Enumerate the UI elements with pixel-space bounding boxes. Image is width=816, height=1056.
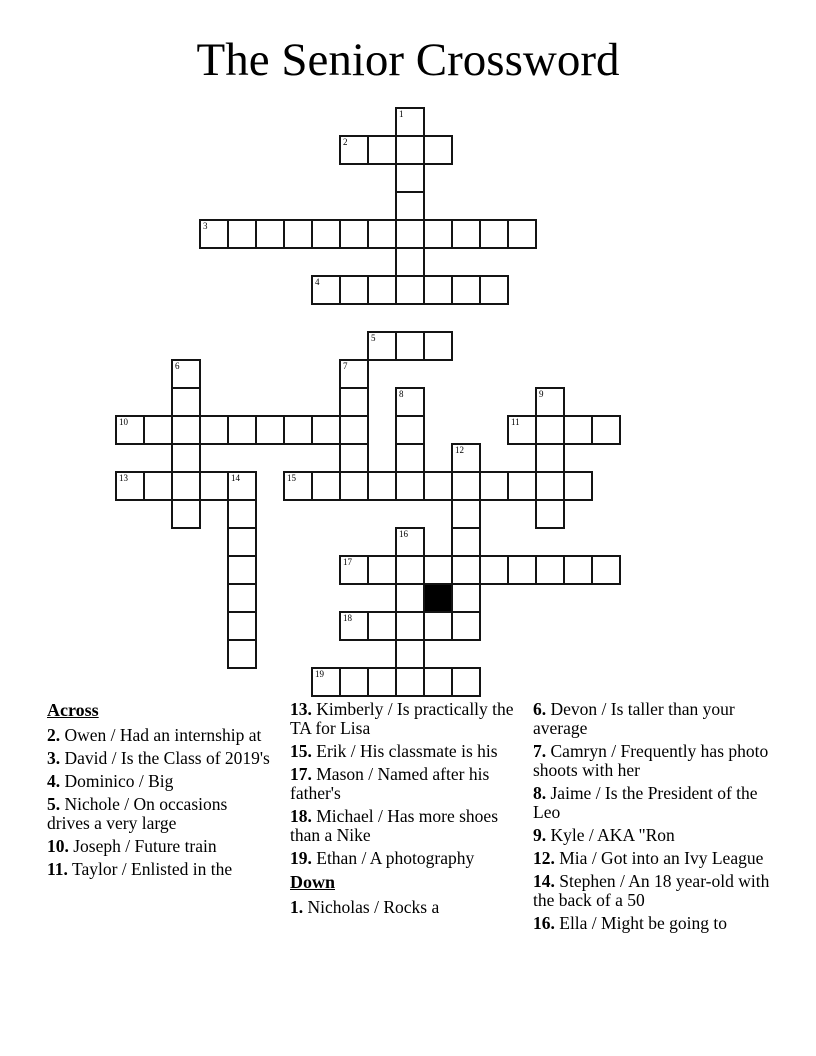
grid-cell[interactable]: [172, 360, 200, 388]
grid-cell[interactable]: [116, 472, 144, 500]
grid-cell[interactable]: [340, 444, 368, 472]
grid-cell[interactable]: [340, 136, 368, 164]
clue-number: 5.: [47, 794, 61, 814]
clue-column-2: [290, 700, 520, 921]
grid-cell[interactable]: [368, 472, 396, 500]
clue-item: 13. Kimberly / Is practically the TA for Lisa: [290, 699, 514, 738]
grid-cell[interactable]: [172, 388, 200, 416]
grid-cell[interactable]: [228, 472, 256, 500]
grid-cell[interactable]: [480, 220, 508, 248]
cell-number: 12: [455, 445, 464, 455]
cell-number: 11: [511, 417, 520, 427]
grid-cell[interactable]: [396, 444, 424, 472]
grid-cell[interactable]: [452, 668, 480, 696]
cell-number: 3: [203, 221, 208, 231]
grid-cell[interactable]: [340, 668, 368, 696]
grid-cell[interactable]: [592, 556, 620, 584]
clue-item: 4. Dominico / Big: [47, 771, 174, 791]
grid-cell[interactable]: [368, 612, 396, 640]
grid-cell[interactable]: [396, 192, 424, 220]
clue-number: 1.: [290, 897, 304, 917]
grid-cell[interactable]: [396, 528, 424, 556]
cell-number: 5: [371, 333, 376, 343]
grid-cell[interactable]: [396, 472, 424, 500]
grid-cell[interactable]: [480, 472, 508, 500]
clue-number: 10.: [47, 836, 69, 856]
grid-cell[interactable]: [424, 556, 452, 584]
clue-item: 2. Owen / Had an internship at: [47, 725, 262, 745]
grid-cell[interactable]: [340, 612, 368, 640]
grid-cell[interactable]: [340, 556, 368, 584]
clue-item: 15. Erik / His classmate is his: [290, 741, 498, 761]
grid-cell[interactable]: [452, 500, 480, 528]
clue-column-1: [47, 700, 271, 883]
grid-cell[interactable]: [536, 472, 564, 500]
clue-number: 8.: [533, 783, 547, 803]
clue-column-3: [533, 700, 771, 937]
cell-number: 4: [315, 277, 320, 287]
clue-number: 11.: [47, 859, 68, 879]
clue-item: 14. Stephen / An 18 year-old with the back of a 50: [533, 871, 770, 910]
cell-number: 1: [399, 109, 404, 119]
grid-cell[interactable]: [508, 472, 536, 500]
page-title: The Senior Crossword: [196, 34, 620, 86]
cell-number: 7: [343, 361, 348, 371]
clue-number: 17.: [290, 764, 312, 784]
grid-cell[interactable]: [312, 276, 340, 304]
grid-cell[interactable]: [228, 416, 256, 444]
grid-cell[interactable]: [424, 668, 452, 696]
clue-item: 3. David / Is the Class of 2019's: [47, 748, 270, 768]
grid-cell[interactable]: [340, 220, 368, 248]
grid-cell[interactable]: [228, 640, 256, 668]
grid-cell[interactable]: [200, 416, 228, 444]
grid-cell[interactable]: [396, 108, 424, 136]
grid-cell[interactable]: [480, 276, 508, 304]
grid-cell[interactable]: [368, 668, 396, 696]
grid-cell[interactable]: [396, 668, 424, 696]
grid-cell[interactable]: [172, 416, 200, 444]
grid-cell[interactable]: [452, 584, 480, 612]
grid-cell[interactable]: [592, 416, 620, 444]
grid-cell[interactable]: [368, 276, 396, 304]
grid-cell[interactable]: [256, 416, 284, 444]
grid-cell[interactable]: [396, 612, 424, 640]
grid-cell[interactable]: [368, 136, 396, 164]
grid-cell[interactable]: [564, 556, 592, 584]
clue-item: 17. Mason / Named after his father's: [290, 764, 490, 803]
grid-cell[interactable]: [508, 220, 536, 248]
cell-number: 10: [119, 417, 128, 427]
grid-cell[interactable]: [340, 472, 368, 500]
grid-cell[interactable]: [396, 136, 424, 164]
grid-cell[interactable]: [452, 220, 480, 248]
clue-item: 6. Devon / Is taller than your average: [533, 699, 735, 738]
grid-cell[interactable]: [508, 556, 536, 584]
cell-number: 2: [343, 137, 348, 147]
grid-cell[interactable]: [340, 276, 368, 304]
cell-number: 6: [175, 361, 180, 371]
grid-cell[interactable]: [284, 220, 312, 248]
grid-cell[interactable]: [368, 556, 396, 584]
grid-cell[interactable]: [424, 612, 452, 640]
grid-cell[interactable]: [228, 556, 256, 584]
clue-item: 11. Taylor / Enlisted in the: [47, 859, 233, 879]
grid-cell[interactable]: [564, 472, 592, 500]
cell-number: 16: [399, 529, 408, 539]
clue-list-header-down: Down: [290, 872, 336, 892]
grid-cell[interactable]: [368, 220, 396, 248]
grid-cell[interactable]: [452, 528, 480, 556]
grid-cell[interactable]: [172, 500, 200, 528]
grid-cell[interactable]: [200, 472, 228, 500]
grid-cell[interactable]: [228, 220, 256, 248]
clue-number: 6.: [533, 699, 547, 719]
cell-number: 9: [539, 389, 544, 399]
grid-cell[interactable]: [228, 500, 256, 528]
grid-cell[interactable]: [396, 248, 424, 276]
grid-cell[interactable]: [424, 136, 452, 164]
clue-number: 4.: [47, 771, 61, 791]
grid-cell[interactable]: [424, 276, 452, 304]
grid-cell[interactable]: [536, 416, 564, 444]
cell-number: 8: [399, 389, 404, 399]
grid-cell[interactable]: [508, 416, 536, 444]
grid-cell[interactable]: [256, 220, 284, 248]
grid-cell[interactable]: [396, 416, 424, 444]
clue-number: 9.: [533, 825, 547, 845]
grid-cell[interactable]: [452, 472, 480, 500]
clue-item: 18. Michael / Has more shoes than a Nike: [290, 806, 499, 845]
grid-cell[interactable]: [312, 416, 340, 444]
cell-number: 13: [119, 473, 128, 483]
grid-cell[interactable]: [396, 164, 424, 192]
clue-number: 18.: [290, 806, 312, 826]
cell-number: 19: [315, 669, 324, 679]
grid-cell[interactable]: [284, 472, 312, 500]
grid-cell[interactable]: [396, 332, 424, 360]
cell-number: 18: [343, 613, 352, 623]
grid-cell[interactable]: [368, 332, 396, 360]
clue-number: 15.: [290, 741, 312, 761]
grid-cell[interactable]: [228, 612, 256, 640]
grid-cell[interactable]: [144, 416, 172, 444]
clue-item: 8. Jaime / Is the President of the Leo: [533, 783, 758, 822]
grid-cell[interactable]: [536, 500, 564, 528]
grid-cell[interactable]: [424, 220, 452, 248]
clue-number: 14.: [533, 871, 555, 891]
cell-number: 14: [231, 473, 240, 483]
grid-cell[interactable]: [452, 276, 480, 304]
clue-number: 12.: [533, 848, 555, 868]
grid-cell[interactable]: [396, 276, 424, 304]
grid-cell[interactable]: [172, 444, 200, 472]
grid-cell[interactable]: [480, 556, 508, 584]
clue-item: 16. Ella / Might be going to: [533, 913, 727, 933]
clue-item: 19. Ethan / A photography: [290, 848, 475, 868]
clue-item: 10. Joseph / Future train: [47, 836, 217, 856]
cell-number: 15: [287, 473, 296, 483]
grid-cell[interactable]: [396, 584, 424, 612]
clue-number: 16.: [533, 913, 555, 933]
grid-cell[interactable]: [116, 416, 144, 444]
clue-list-header-across: Across: [47, 700, 99, 720]
clue-item: 5. Nichole / On occasions drives a very large: [47, 794, 228, 833]
grid-cell[interactable]: [340, 360, 368, 388]
clue-item: 12. Mia / Got into an Ivy League: [533, 848, 764, 868]
grid-cell[interactable]: [536, 388, 564, 416]
cell-number: 17: [343, 557, 352, 567]
grid-cell[interactable]: [536, 556, 564, 584]
clue-number: 3.: [47, 748, 61, 768]
grid-cell[interactable]: [340, 416, 368, 444]
grid-cell[interactable]: [144, 472, 172, 500]
clue-number: 13.: [290, 699, 312, 719]
grid-cell[interactable]: [312, 220, 340, 248]
black-cell: [424, 584, 452, 612]
grid-cell[interactable]: [312, 472, 340, 500]
grid-cell[interactable]: [424, 332, 452, 360]
clue-number: 19.: [290, 848, 312, 868]
clue-item: 1. Nicholas / Rocks a: [290, 897, 440, 917]
grid-cell[interactable]: [452, 612, 480, 640]
clue-number: 2.: [47, 725, 61, 745]
grid-cell[interactable]: [172, 472, 200, 500]
grid-cell[interactable]: [452, 444, 480, 472]
grid-cell[interactable]: [228, 528, 256, 556]
grid-cell[interactable]: [564, 416, 592, 444]
clue-item: 7. Camryn / Frequently has photo shoots with her: [533, 741, 769, 780]
grid-cell[interactable]: [340, 388, 368, 416]
clue-item: 9. Kyle / AKA "Ron: [533, 825, 675, 845]
grid-cell[interactable]: [396, 556, 424, 584]
grid-cell[interactable]: [452, 556, 480, 584]
grid-cell[interactable]: [396, 220, 424, 248]
grid-cell[interactable]: [228, 584, 256, 612]
grid-cell[interactable]: [284, 416, 312, 444]
grid-cell[interactable]: [536, 444, 564, 472]
grid-cell[interactable]: [312, 668, 340, 696]
grid-cell[interactable]: [396, 640, 424, 668]
clue-number: 7.: [533, 741, 547, 761]
grid-cell[interactable]: [424, 472, 452, 500]
grid-cell[interactable]: [200, 220, 228, 248]
grid-cell[interactable]: [396, 388, 424, 416]
